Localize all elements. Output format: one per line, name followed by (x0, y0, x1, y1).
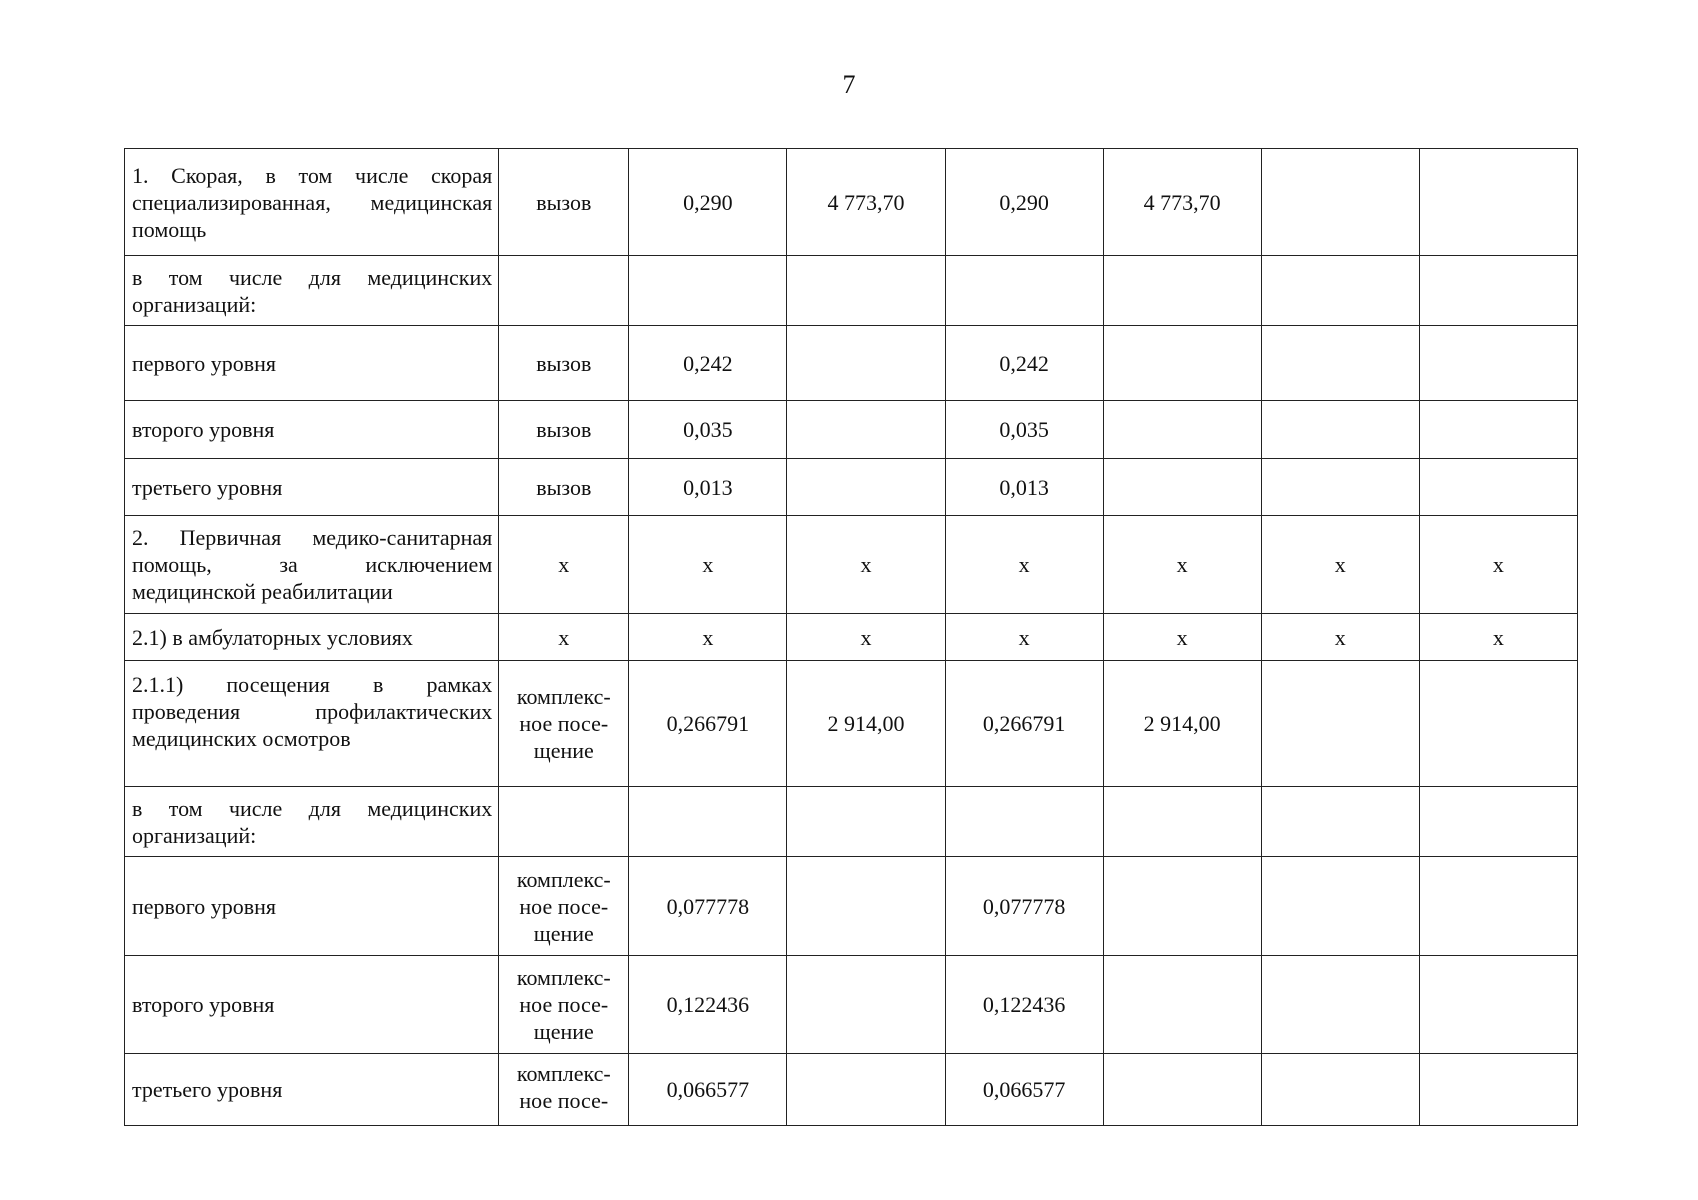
row-value (1261, 787, 1419, 857)
row-value (1261, 149, 1419, 256)
row-name: 1. Скорая, в том числе скорая специализированная, медицинская помощь (125, 149, 499, 256)
row-unit: вызов (499, 459, 629, 516)
row-value: 4 773,70 (787, 149, 945, 256)
row-value (1419, 1054, 1577, 1126)
row-name: в том числе для медицинских организаций: (125, 787, 499, 857)
row-unit (499, 256, 629, 326)
row-value (1419, 256, 1577, 326)
row-unit: вызов (499, 401, 629, 459)
row-value (1103, 956, 1261, 1054)
table-row (125, 401, 1578, 459)
row-value (1103, 787, 1261, 857)
row-unit: вызов (499, 326, 629, 401)
row-name: третьего уровня (125, 1054, 499, 1126)
table-row (125, 614, 1578, 661)
row-value (1261, 661, 1419, 787)
row-value (1419, 956, 1577, 1054)
row-value: 2 914,00 (1103, 661, 1261, 787)
row-value: 0,242 (629, 326, 787, 401)
row-value (1261, 857, 1419, 956)
row-value (1103, 256, 1261, 326)
row-value (787, 459, 945, 516)
row-value (787, 857, 945, 956)
row-name: первого уровня (125, 326, 499, 401)
row-value (629, 787, 787, 857)
row-value (945, 787, 1103, 857)
row-value: х (1261, 516, 1419, 614)
row-unit: х (499, 614, 629, 661)
row-unit: комплекс-ное посе- (499, 1054, 629, 1126)
row-name: в том числе для медицинских организаций: (125, 256, 499, 326)
row-value: х (945, 516, 1103, 614)
table-row (125, 256, 1578, 326)
row-value (629, 256, 787, 326)
row-unit: комплекс-ное посе-щение (499, 857, 629, 956)
row-value (1103, 459, 1261, 516)
table-row (125, 149, 1578, 256)
row-value: 0,290 (945, 149, 1103, 256)
table-row (125, 787, 1578, 857)
page-number: 7 (842, 70, 856, 99)
row-value: 0,013 (945, 459, 1103, 516)
row-value (787, 787, 945, 857)
row-value: 0,077778 (629, 857, 787, 956)
row-value: х (1419, 516, 1577, 614)
row-value (787, 326, 945, 401)
row-name: 2.1) в амбулаторных условиях (125, 614, 499, 661)
table-row (125, 516, 1578, 614)
row-value: 0,077778 (945, 857, 1103, 956)
table-row (125, 661, 1578, 787)
row-value: 0,242 (945, 326, 1103, 401)
row-value (1261, 1054, 1419, 1126)
row-name: 2.1.1) посещения в рамках проведения профилактических медицинских осмотров (125, 661, 499, 787)
row-value: х (787, 614, 945, 661)
row-unit: вызов (499, 149, 629, 256)
row-value (1419, 326, 1577, 401)
row-value: х (945, 614, 1103, 661)
row-unit (499, 787, 629, 857)
row-value (787, 401, 945, 459)
row-value: 0,066577 (945, 1054, 1103, 1126)
row-value (1419, 401, 1577, 459)
row-value: 0,035 (945, 401, 1103, 459)
row-value (1419, 787, 1577, 857)
norms-table (124, 148, 1578, 1126)
row-value: 0,266791 (945, 661, 1103, 787)
row-value: 0,122436 (629, 956, 787, 1054)
table-row (125, 459, 1578, 516)
row-value (1419, 149, 1577, 256)
row-value: х (1103, 614, 1261, 661)
row-value (1261, 326, 1419, 401)
row-name: второго уровня (125, 956, 499, 1054)
row-name: первого уровня (125, 857, 499, 956)
table-row (125, 1054, 1578, 1126)
row-value (787, 956, 945, 1054)
row-value (1261, 956, 1419, 1054)
row-name: второго уровня (125, 401, 499, 459)
row-value: х (1261, 614, 1419, 661)
row-value (1261, 256, 1419, 326)
row-unit: комплекс-ное посе-щение (499, 956, 629, 1054)
row-value: 2 914,00 (787, 661, 945, 787)
row-value (1103, 326, 1261, 401)
row-value: 0,035 (629, 401, 787, 459)
row-value (787, 1054, 945, 1126)
row-value: х (629, 614, 787, 661)
row-value: х (1103, 516, 1261, 614)
row-value: х (629, 516, 787, 614)
row-value: 0,122436 (945, 956, 1103, 1054)
table-row (125, 326, 1578, 401)
row-unit: х (499, 516, 629, 614)
row-value (945, 256, 1103, 326)
table-row (125, 857, 1578, 956)
row-value: х (1419, 614, 1577, 661)
row-value: х (787, 516, 945, 614)
row-value: 0,290 (629, 149, 787, 256)
row-value (1103, 857, 1261, 956)
row-value (1261, 401, 1419, 459)
row-value: 4 773,70 (1103, 149, 1261, 256)
row-value (787, 256, 945, 326)
row-value (1419, 459, 1577, 516)
row-value (1419, 661, 1577, 787)
row-name: третьего уровня (125, 459, 499, 516)
row-value (1261, 459, 1419, 516)
table-row (125, 956, 1578, 1054)
row-value: 0,266791 (629, 661, 787, 787)
row-unit: комплекс-ное посе-щение (499, 661, 629, 787)
row-value: 0,066577 (629, 1054, 787, 1126)
row-value (1103, 1054, 1261, 1126)
row-name: 2. Первичная медико-санитарная помощь, за исключением медицинской реабилитации (125, 516, 499, 614)
row-value (1103, 401, 1261, 459)
row-value: 0,013 (629, 459, 787, 516)
row-value (1419, 857, 1577, 956)
